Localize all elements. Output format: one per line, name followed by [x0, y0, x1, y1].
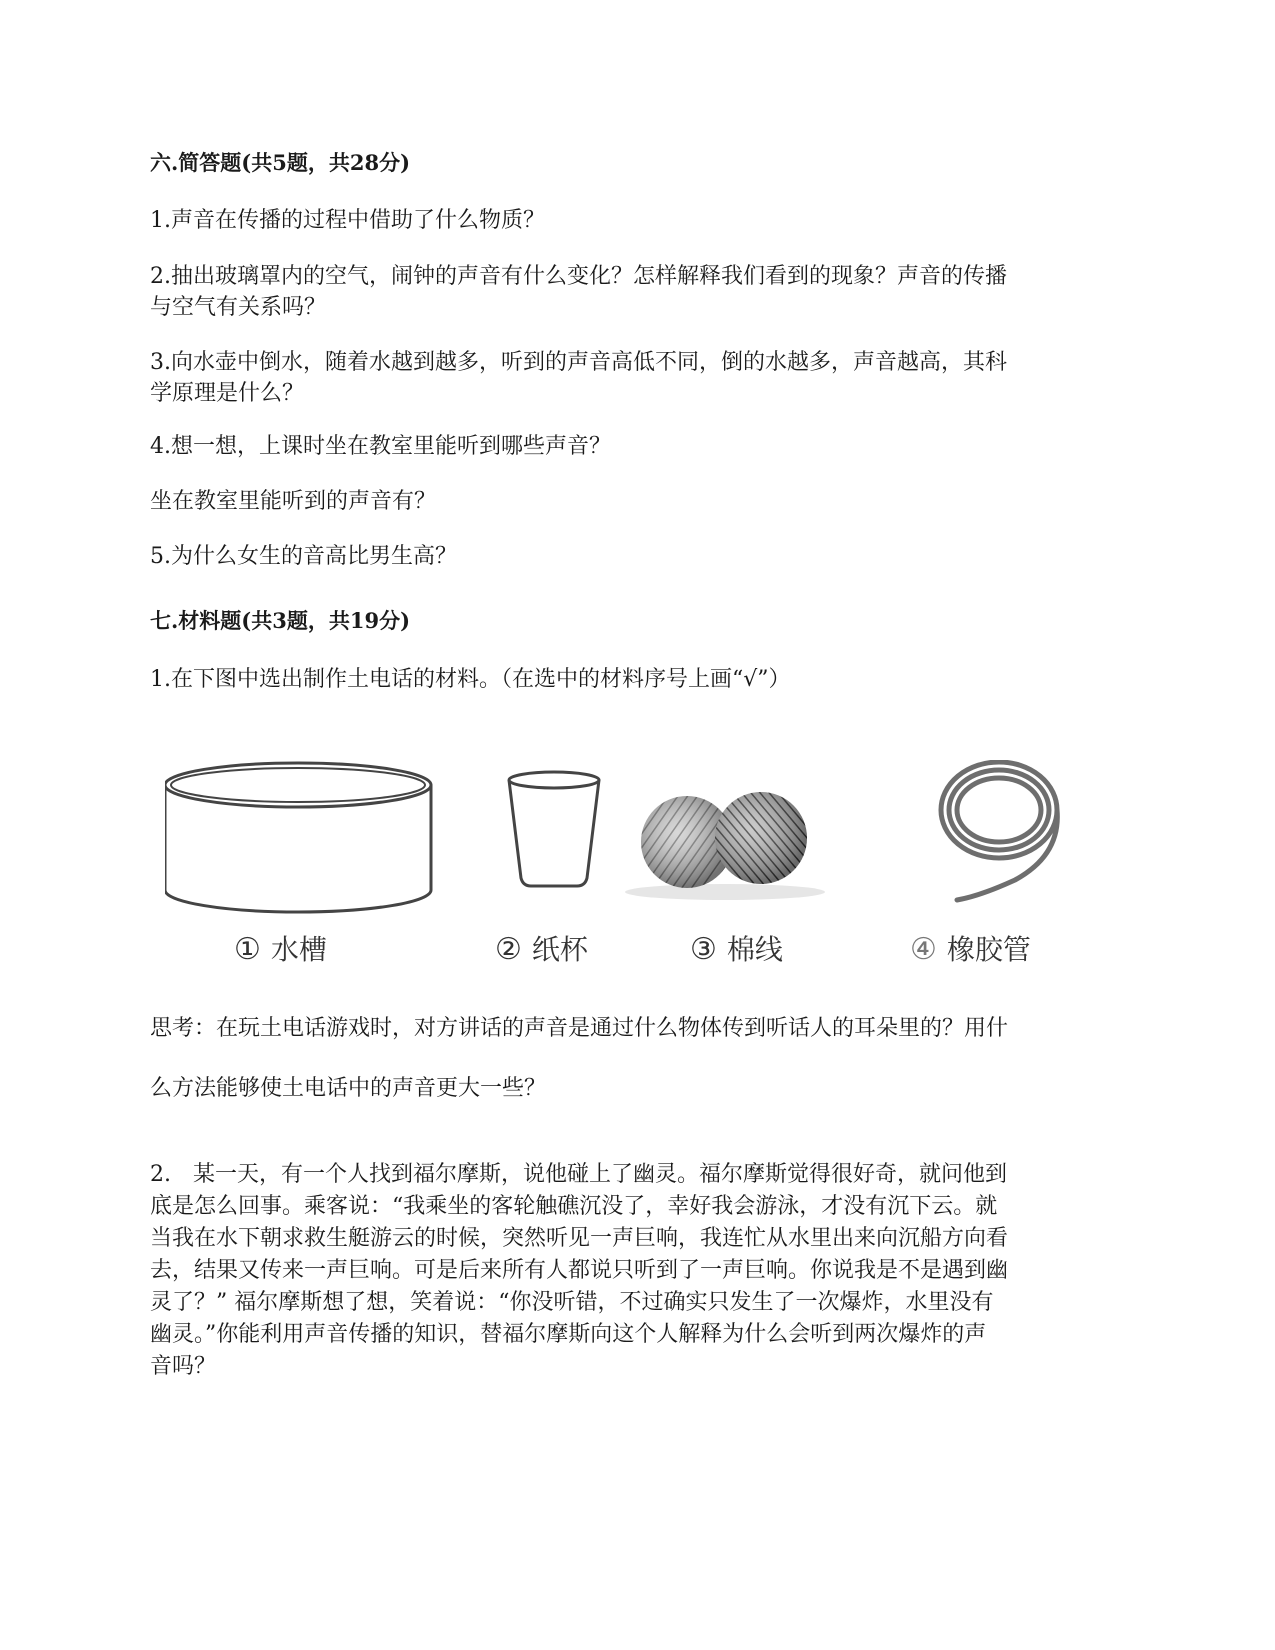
s6-question-5: 5.为什么女生的音高比男生高？ — [150, 544, 457, 569]
figure-label-2-num: ② — [495, 932, 522, 967]
figure-label-1-name: 水槽 — [270, 933, 327, 966]
s7-q2-line5: 灵了？” 福尔摩斯想了想，笑着说：“你没听错，不过确实只发生了一次爆炸，水里没有 — [150, 1290, 994, 1315]
s6-question-2-line2: 与空气有关系吗？ — [150, 295, 327, 320]
s7-q2-line1: 2. 某一天，有一个人找到福尔摩斯，说他碰上了幽灵。福尔摩斯觉得很好奇，就问他到 — [150, 1162, 1007, 1187]
s6-question-4-sub: 坐在教室里能听到的声音有？ — [150, 489, 437, 514]
figure-label-1 — [234, 928, 327, 968]
figure-label-2-name: 纸杯 — [531, 933, 588, 966]
figure-label-2 — [495, 928, 588, 968]
water-trough-icon — [165, 763, 431, 912]
s7-q2-line2: 底是怎么回事。乘客说：“我乘坐的客轮触礁沉没了，幸好我会游泳，才没有沉下云。就 — [150, 1194, 998, 1219]
s7-q2-line3: 当我在水下朝求救生艇游云的时候，突然听见一声巨响，我连忙从水里出来向沉船方向看 — [150, 1226, 1009, 1251]
figure-label-3-name: 棉线 — [726, 933, 783, 966]
s7-q2-line7: 音吗？ — [150, 1354, 217, 1379]
s6-question-4: 4.想一想，上课时坐在教室里能听到哪些声音？ — [150, 434, 611, 459]
rubber-tube-icon — [941, 762, 1057, 900]
cotton-thread-icon — [625, 792, 825, 900]
s6-question-2-line1: 2.抽出玻璃罩内的空气，闹钟的声音有什么变化？怎样解释我们看到的现象？声音的传播 — [150, 264, 1007, 289]
s6-question-1: 1.声音在传播的过程中借助了什么物质？ — [150, 208, 545, 233]
figure-label-4-name: 橡胶管 — [946, 933, 1031, 966]
s7-q2-line4: 去，结果又传来一声巨响。可是后来所有人都说只听到了一声巨响。你说我是不是遇到幽 — [150, 1258, 1009, 1283]
figure-label-4-num: ④ — [910, 932, 937, 967]
figure-label-3 — [690, 928, 783, 968]
s7-think-line1: 思考：在玩土电话游戏时，对方讲话的声音是通过什么物体传到听话人的耳朵里的？用什 — [150, 1016, 1009, 1041]
figure-label-4 — [910, 928, 1031, 968]
s7-q2-line6: 幽灵。”你能利用声音传播的知识，替福尔摩斯向这个人解释为什么会听到两次爆炸的声 — [150, 1322, 987, 1347]
s7-question-1: 1.在下图中选出制作土电话的材料。（在选中的材料序号上画“√”） — [150, 667, 791, 692]
s6-question-3-line2: 学原理是什么？ — [150, 381, 305, 406]
paper-cup-icon — [509, 772, 599, 886]
s7-think-line2: 么方法能够使土电话中的声音更大一些？ — [150, 1076, 547, 1101]
s6-question-3-line1: 3.向水壶中倒水，随着水越到越多，听到的声音高低不同，倒的水越多，声音越高，其科 — [150, 350, 1007, 375]
figure-label-1-num: ① — [234, 932, 261, 967]
section6-heading: 六.简答题(共5题，共28分) — [150, 150, 411, 175]
section7-heading: 七.材料题(共3题，共19分) — [150, 608, 411, 633]
figure-label-3-num: ③ — [690, 932, 717, 967]
